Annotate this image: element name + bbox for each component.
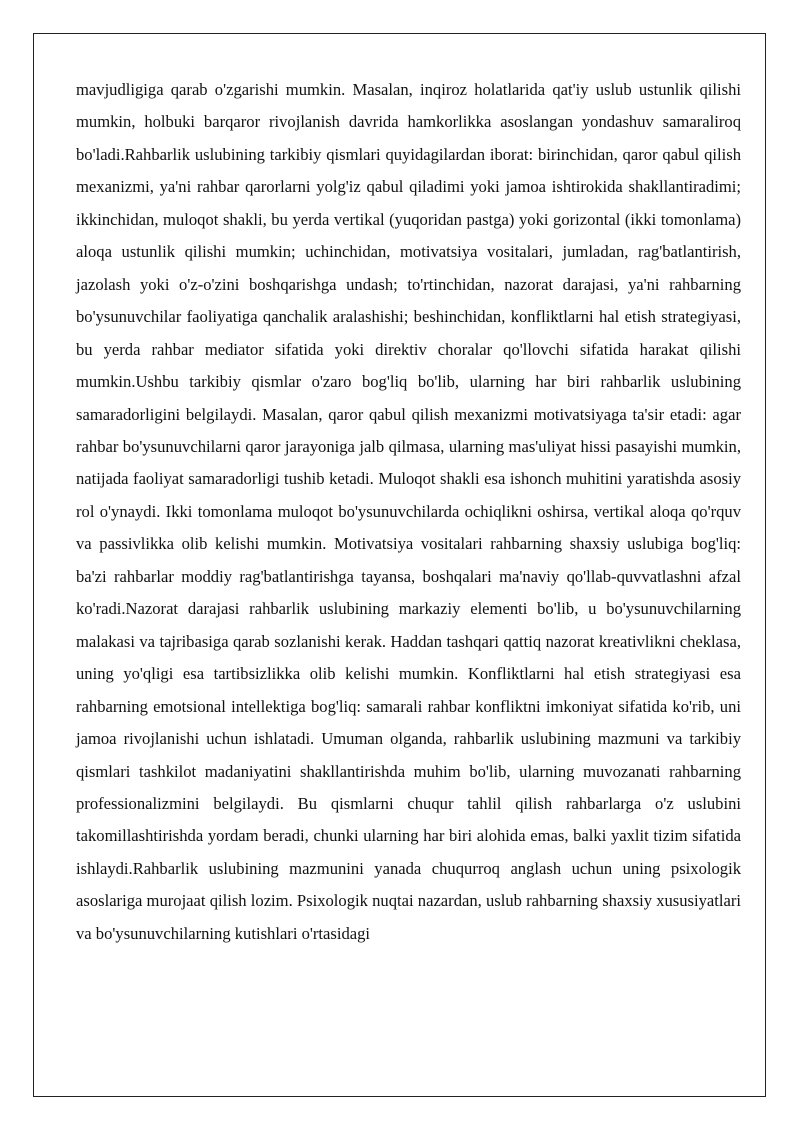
body-paragraph: mavjudligiga qarab o'zgarishi mumkin. Masalan, inqiroz holatlarida qat'iy uslub ustunlik qilishi mumkin, holbuki barqaror rivojlanish davrida hamkorlikka asoslangan yondashuv samaraliroq bo'ladi.Rahbarlik uslubining tarkibiy qismlari quyidagilardan iborat: birinchidan, qaror qabul qilish mexanizmi, ya'ni rahbar qarorlarni yolg'iz qabul qiladimi yoki jamoa ishtirokida shakllantiradimi; ikkinchidan, muloqot shakli, bu yerda vertikal (yuqoridan pastga) yoki gorizontal (ikki tomonlama) aloqa ustunlik qilishi mumkin; uchinchidan, motivatsiya vositalari, jumladan, rag'batlantirish, jazolash yoki o'z-o'zini boshqarishga undash; to'rtinchidan, nazorat darajasi, ya'ni rahbarning bo'ysunuvchilar faoliyatiga qanchalik aralashishi; beshinchidan, konfliktlarni hal etish strategiyasi, bu yerda rahbar mediator sifatida yoki direktiv choralar qo'llovchi sifatida harakat qilishi mumkin.Ushbu tarkibiy qismlar o'zaro bog'liq bo'lib, ularning har biri rahbarlik uslubining samaradorligini belgilaydi. Masalan, qaror qabul qilish mexanizmi motivatsiyaga ta'sir etadi: agar rahbar bo'ysunuvchilarni qaror jarayoniga jalb qilmasa, ularning mas'uliyat hissi pasayishi mumkin, natijada faoliyat samaradorligi tushib ketadi. Muloqot shakli esa ishonch muhitini yaratishda asosiy rol o'ynaydi. Ikki tomonlama muloqot bo'ysunuvchilarda ochiqlikni oshirsa, vertikal aloqa qo'rquv va passivlikka olib kelishi mumkin. Motivatsiya vositalari rahbarning shaxsiy uslubiga bog'liq: ba'zi rahbarlar moddiy rag'batlantirishga tayansa, boshqalari ma'naviy qo'llab-quvvatlashni afzal ko'radi.Nazorat darajasi rahbarlik uslubining markaziy elementi bo'lib, u bo'ysunuvchilarning malakasi va tajribasiga qarab sozlanishi kerak. Haddan tashqari qattiq nazorat kreativlikni cheklasa, uning yo'qligi esa tartibsizlikka olib kelishi mumkin. Konfliktlarni hal etish strategiyasi esa rahbarning emotsional intellektiga bog'liq: samarali rahbar konfliktni imkoniyat sifatida ko'rib, uni jamoa rivojlanishi uchun ishlatadi. Umuman olganda, rahbarlik uslubining mazmuni va tarkibiy qismlari tashkilot madaniyatini shakllantirishda muhim bo'lib, ularning muvozanati rahbarning professionalizmini belgilaydi. Bu qismlarni chuqur tahlil qilish rahbarlarga o'z uslubini takomillashtirishda yordam beradi, chunki ularning har biri alohida emas, balki yaxlit tizim sifatida ishlaydi.Rahbarlik uslubining mazmunini yanada chuqurroq anglash uchun uning psixologik asoslariga murojaat qilish lozim. Psixologik nuqtai nazardan, uslub rahbarning shaxsiy xususiyatlari va bo'ysunuvchilarning kutishlari o'rtasidagi xyxy=(76,80,741,943)
